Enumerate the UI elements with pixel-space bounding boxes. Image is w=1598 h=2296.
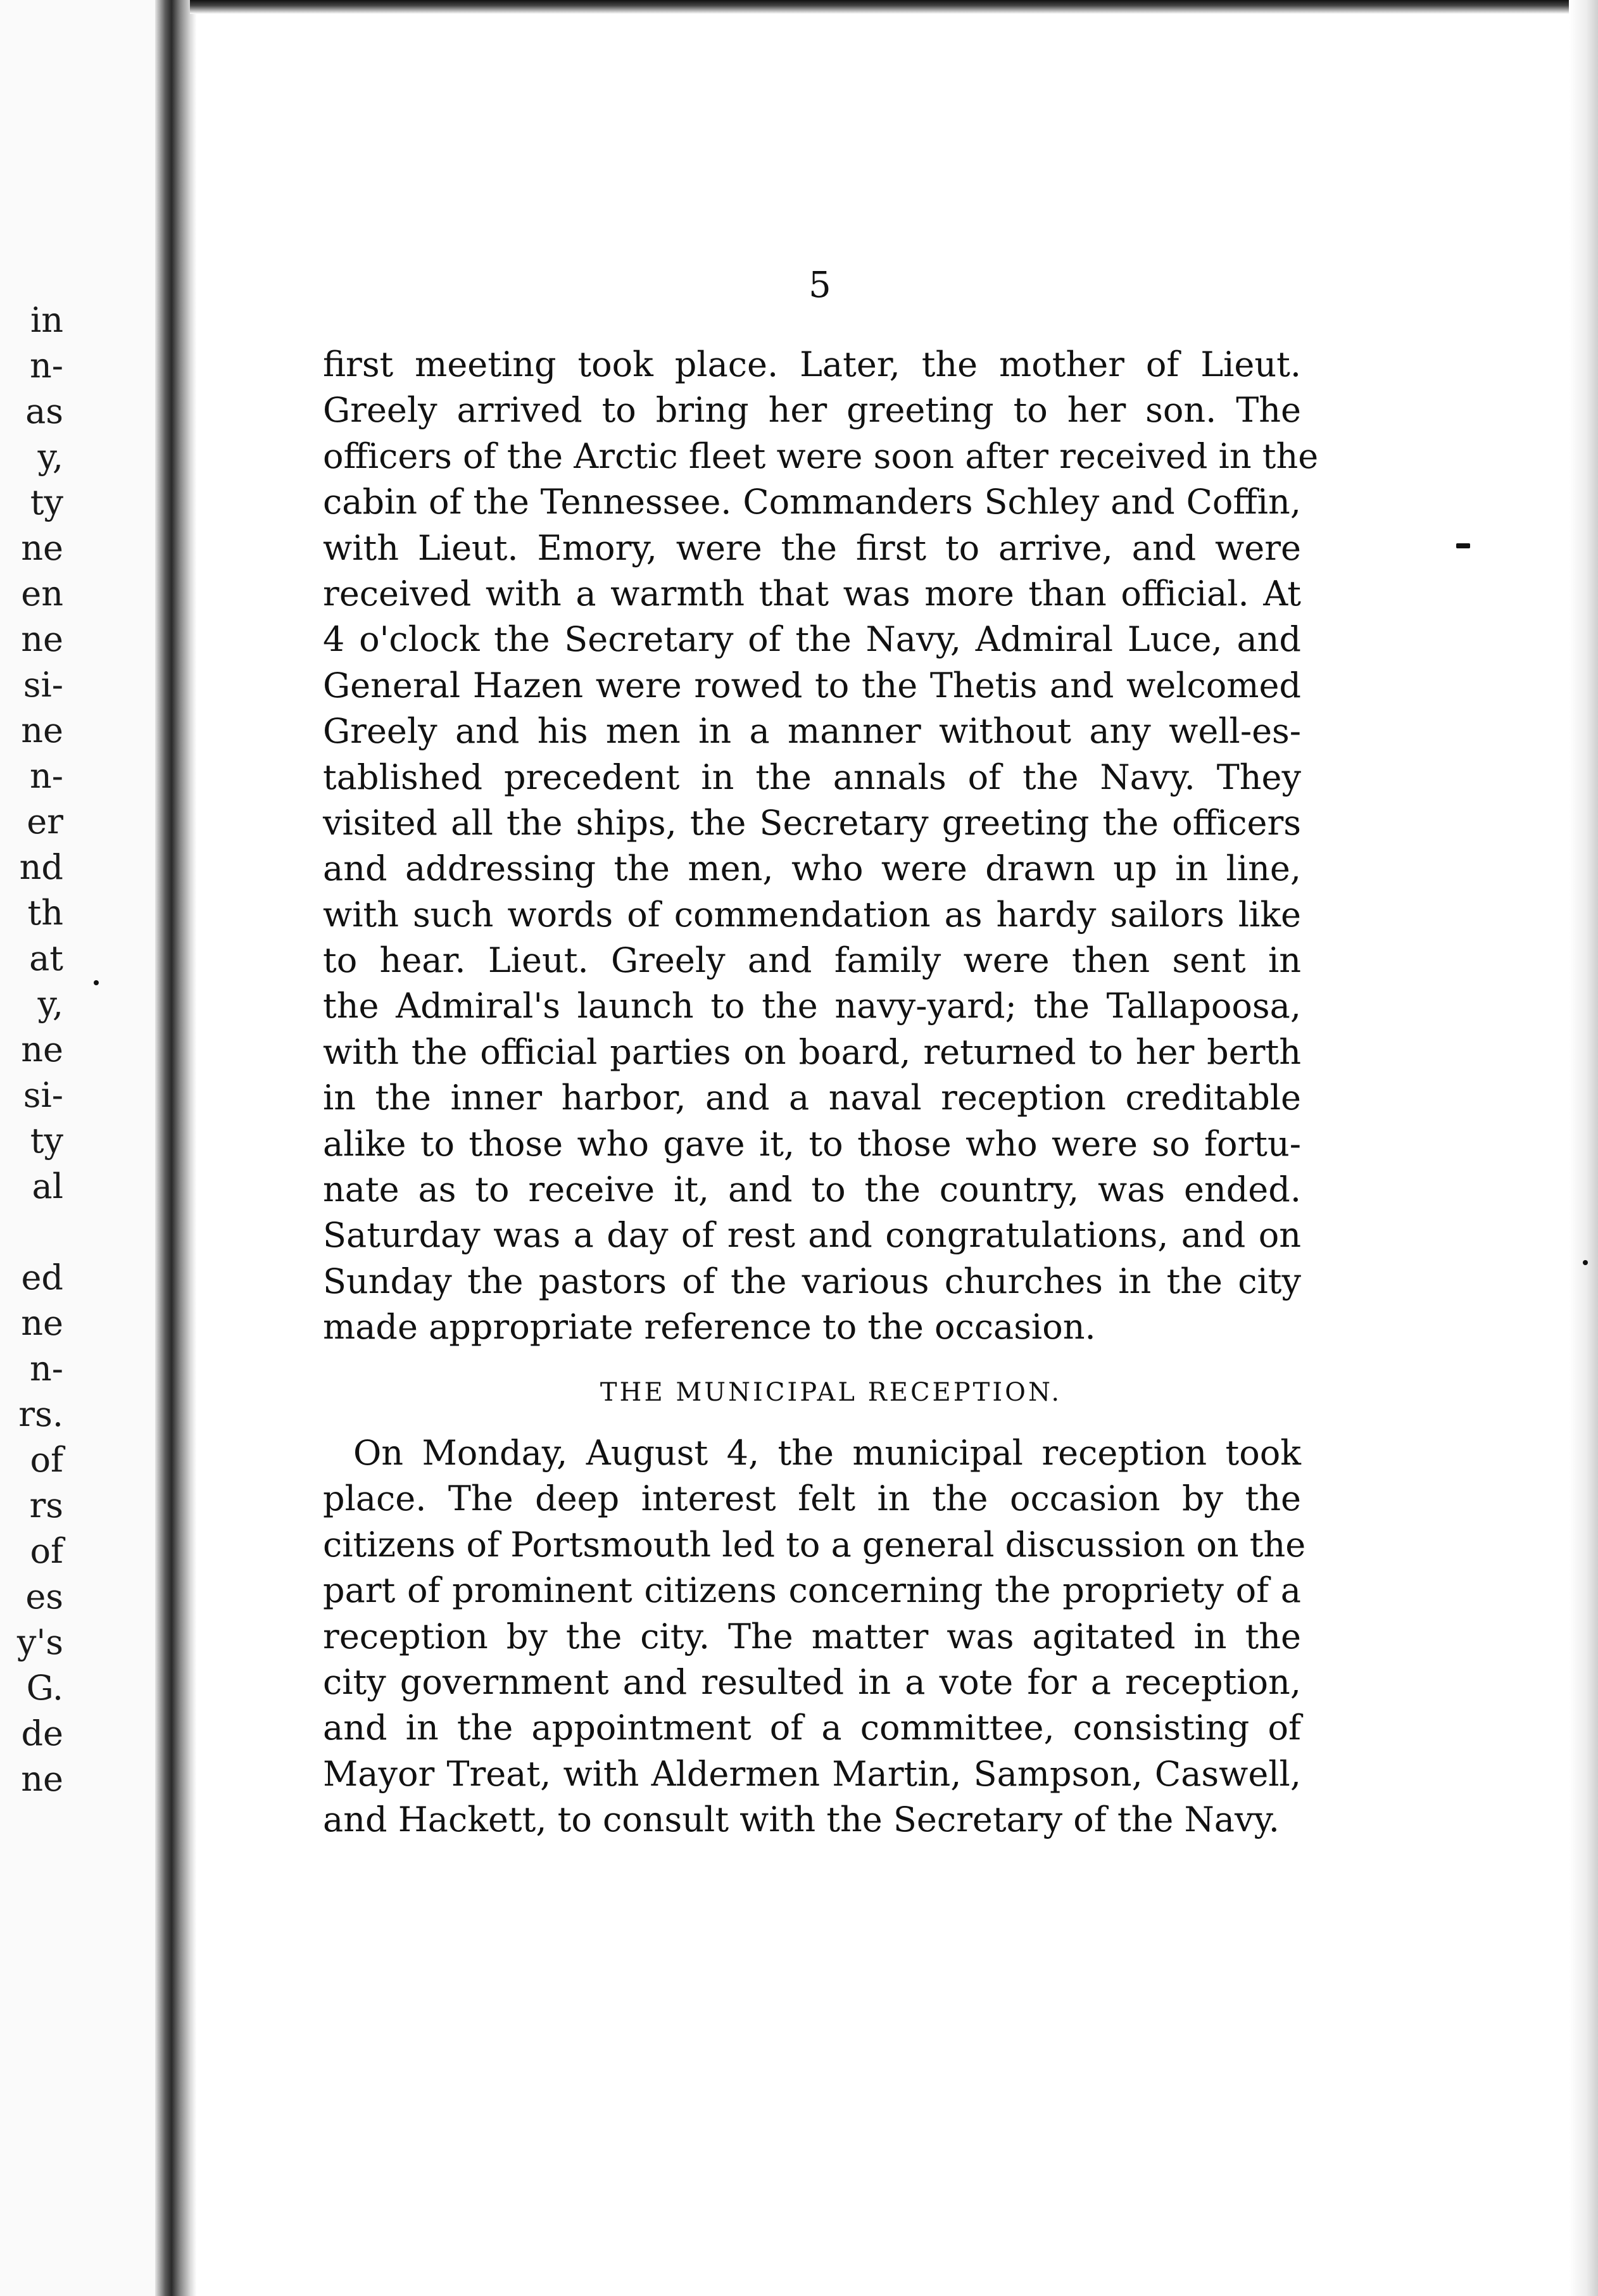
text-line: city government and resulted in a vote for a reception, <box>323 1662 1301 1702</box>
text-line: and Hackett, to consult with the Secretary of the Navy. <box>323 1800 1280 1840</box>
facing-page-fragment: as <box>25 391 63 431</box>
facing-page-fragment: al <box>32 1166 63 1206</box>
facing-page-fragment: er <box>27 802 63 842</box>
text-line: 4 o'clock the Secretary of the Navy, Admiral Luce, and <box>323 619 1301 660</box>
text-line: reception by the city. The matter was agitated in the <box>323 1616 1301 1656</box>
text-line: made appropriate reference to the occasion. <box>323 1307 1096 1347</box>
page-top-edge <box>190 0 1598 14</box>
facing-page-fragment: n- <box>29 1349 63 1389</box>
text-line: the Admiral's launch to the navy-yard; the Tallapoosa, <box>323 986 1301 1026</box>
text-line: and addressing the men, who were drawn up in line, <box>323 848 1301 889</box>
text-line: citizens of Portsmouth led to a general discussion on the <box>323 1524 1306 1565</box>
text-line: in the inner harbor, and a naval reception creditable <box>323 1078 1301 1118</box>
text-line: Sunday the pastors of the various churches in the city <box>323 1261 1301 1301</box>
text-line: part of prominent citizens concerning the propriety of a <box>323 1570 1301 1611</box>
facing-page-fragment: si- <box>23 1075 63 1115</box>
section-heading: THE MUNICIPAL RECEPTION. <box>600 1377 1062 1407</box>
text-line: visited all the ships, the Secretary greeting the officers <box>323 802 1301 843</box>
book-gutter-shadow <box>155 0 196 2296</box>
text-line: Greely arrived to bring her greeting to her son. The <box>323 390 1301 431</box>
facing-page-text-fragments <box>0 298 63 1802</box>
page-body <box>323 342 1319 1843</box>
text-line: with such words of commendation as hardy sailors like <box>323 894 1301 935</box>
facing-page-fragment: ne <box>21 1759 63 1799</box>
text-line: to hear. Lieut. Greely and family were then sent in <box>323 940 1301 981</box>
paragraph-1 <box>323 342 1319 1351</box>
page-right-edge <box>1569 0 1598 2296</box>
stray-mark <box>1583 1260 1588 1265</box>
facing-page-fragment: ne <box>21 1030 63 1069</box>
text-line: received with a warmth that was more than official. At <box>323 573 1301 614</box>
stray-mark <box>1456 543 1470 548</box>
facing-page-fragment: th <box>27 893 63 933</box>
facing-page-fragment: de <box>21 1713 63 1753</box>
facing-page-fragment: es <box>25 1577 63 1617</box>
facing-page-fragment: y, <box>37 984 63 1024</box>
facing-page-edge <box>0 0 161 2296</box>
facing-page-fragment: rs <box>29 1485 63 1525</box>
text-line: Saturday was a day of rest and congratulations, and on <box>323 1215 1301 1256</box>
text-line: alike to those who gave it, to those who were so fortu- <box>323 1123 1301 1164</box>
facing-page-fragment: ed <box>21 1258 63 1297</box>
facing-page-fragment: ne <box>21 619 63 659</box>
text-line: officers of the Arctic fleet were soon after received in the <box>323 436 1319 476</box>
facing-page-fragment <box>0 1209 63 1255</box>
facing-page-fragment: rs. <box>18 1394 63 1434</box>
facing-page-fragment: ne <box>21 528 63 568</box>
facing-page-fragment: en <box>21 574 63 614</box>
facing-page-fragment: of <box>30 1531 63 1571</box>
facing-page-fragment: of <box>30 1440 63 1480</box>
page-number: 5 <box>808 265 831 306</box>
facing-page-fragment: n- <box>29 756 63 796</box>
facing-page-fragment: si- <box>23 665 63 705</box>
facing-page-fragment: ne <box>21 710 63 750</box>
facing-page-fragment: y, <box>37 437 63 477</box>
facing-page-fragment: nd <box>19 847 63 887</box>
facing-page-fragment: ty <box>30 483 63 522</box>
text-line: first meeting took place. Later, the mother of Lieut. <box>323 344 1301 384</box>
stray-mark <box>94 980 99 985</box>
facing-page-fragment: at <box>29 938 63 978</box>
text-line: place. The deep interest felt in the occasion by the <box>323 1479 1301 1519</box>
text-line: nate as to receive it, and to the country, was ended. <box>323 1170 1301 1210</box>
text-line: with the official parties on board, returned to her berth <box>323 1031 1301 1072</box>
text-line: with Lieut. Emory, were the first to arrive, and were <box>323 527 1301 568</box>
text-line: and in the appointment of a committee, consisting of <box>323 1708 1301 1748</box>
facing-page-fragment: y's <box>16 1622 63 1662</box>
paragraph-2 <box>323 1430 1306 1843</box>
text-line: tablished precedent in the annals of the Navy. They <box>323 757 1301 797</box>
facing-page-fragment: ne <box>21 1303 63 1343</box>
facing-page-fragment: G. <box>26 1668 63 1708</box>
facing-page-fragment: in <box>30 300 63 340</box>
facing-page-fragment: n- <box>29 346 63 386</box>
text-line: General Hazen were rowed to the Thetis and welcomed <box>323 665 1301 705</box>
text-line: cabin of the Tennessee. Commanders Schley and Coffin, <box>323 482 1301 522</box>
facing-page-fragment: ty <box>30 1121 63 1161</box>
text-line: On Monday, August 4, the municipal reception took <box>353 1432 1301 1473</box>
text-line: Greely and his men in a manner without any well-es- <box>323 711 1301 752</box>
text-line: Mayor Treat, with Aldermen Martin, Sampson, Caswell, <box>323 1753 1301 1794</box>
